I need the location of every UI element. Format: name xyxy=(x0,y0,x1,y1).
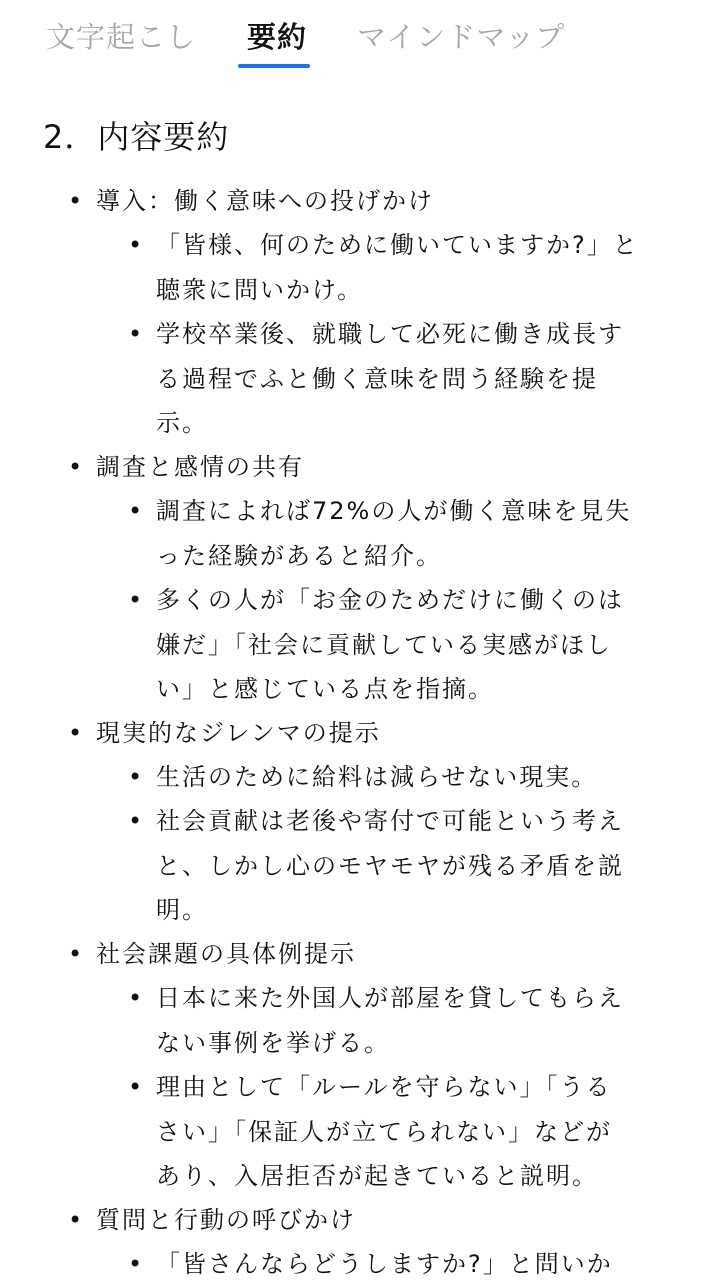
bullet-dot: • xyxy=(68,187,83,215)
bullet-dot: • xyxy=(128,807,143,835)
bullet-dot: • xyxy=(68,453,83,481)
bullet-dot: • xyxy=(128,320,143,348)
bullet-dot: • xyxy=(128,231,143,259)
bullet-dot: • xyxy=(128,1073,143,1101)
list-item-text: 調査によれば72%の人が働く意味を見失 xyxy=(156,497,632,525)
bullet-dot: • xyxy=(128,984,143,1012)
bullet-dot: • xyxy=(128,497,143,525)
list-item-text: 社会貢献は老後や寄付で可能という考え xyxy=(156,807,624,835)
list-item-label: 現実的なジレンマの提示 xyxy=(96,719,381,747)
list-item-text: った経験があると紹介。 xyxy=(156,542,442,570)
list-item-text: 学校卒業後、就職して必死に働き成長す xyxy=(156,320,624,348)
bullet-dot: • xyxy=(128,763,143,791)
list-item-label: 調査と感情の共有 xyxy=(96,453,304,481)
list-item-text: 生活のために給料は減らせない現実。 xyxy=(156,763,598,791)
bullet-dot: • xyxy=(68,940,83,968)
list-item-text: い」と感じている点を指摘。 xyxy=(156,675,494,703)
list-item-text: ない事例を挙げる。 xyxy=(156,1029,390,1057)
list-item-text: 多くの人が「お金のためだけに働くのは xyxy=(156,586,624,614)
list-item-text: と、しかし心のモヤモヤが残る矛盾を説 xyxy=(156,852,624,880)
list-item-text: る過程でふと働く意味を問う経験を提 xyxy=(156,365,598,393)
list-item-text: 嫌だ」「社会に貢献している実感がほし xyxy=(156,631,612,659)
list-item-label: 質問と行動の呼びかけ xyxy=(96,1206,356,1234)
list-item-text: 理由として「ルールを守らない」「うる xyxy=(156,1073,612,1101)
tab-mindmap[interactable]: マインドマップ xyxy=(357,20,566,54)
bullet-dot: • xyxy=(128,586,143,614)
list-item-text: 明。 xyxy=(156,896,208,924)
list-item-label: 社会課題の具体例提示 xyxy=(96,940,356,968)
list-item-text: 示。 xyxy=(156,409,208,437)
bullet-dot: • xyxy=(68,719,83,747)
list-item-label: 導入：働く意味への投げかけ xyxy=(96,187,434,215)
list-item-text: あり、入居拒否が起きていると説明。 xyxy=(156,1162,598,1190)
tab-transcript[interactable]: 文字起こし xyxy=(46,20,197,54)
list-item-text: 日本に来た外国人が部屋を貸してもらえ xyxy=(156,984,624,1012)
list-item-text: 「皆さんならどうしますか?」と問いか xyxy=(156,1250,613,1278)
list-item-text: 「皆様、何のために働いていますか?」と xyxy=(156,231,639,259)
list-item-text: 聴衆に問いかけ。 xyxy=(156,276,364,304)
list-item-text: さい」「保証人が立てられない」などが xyxy=(156,1118,612,1146)
tab-summary[interactable]: 要約 xyxy=(247,20,308,54)
bullet-dot: • xyxy=(68,1206,83,1234)
section-title: 2．内容要約 xyxy=(43,118,230,156)
bullet-dot: • xyxy=(128,1250,143,1278)
